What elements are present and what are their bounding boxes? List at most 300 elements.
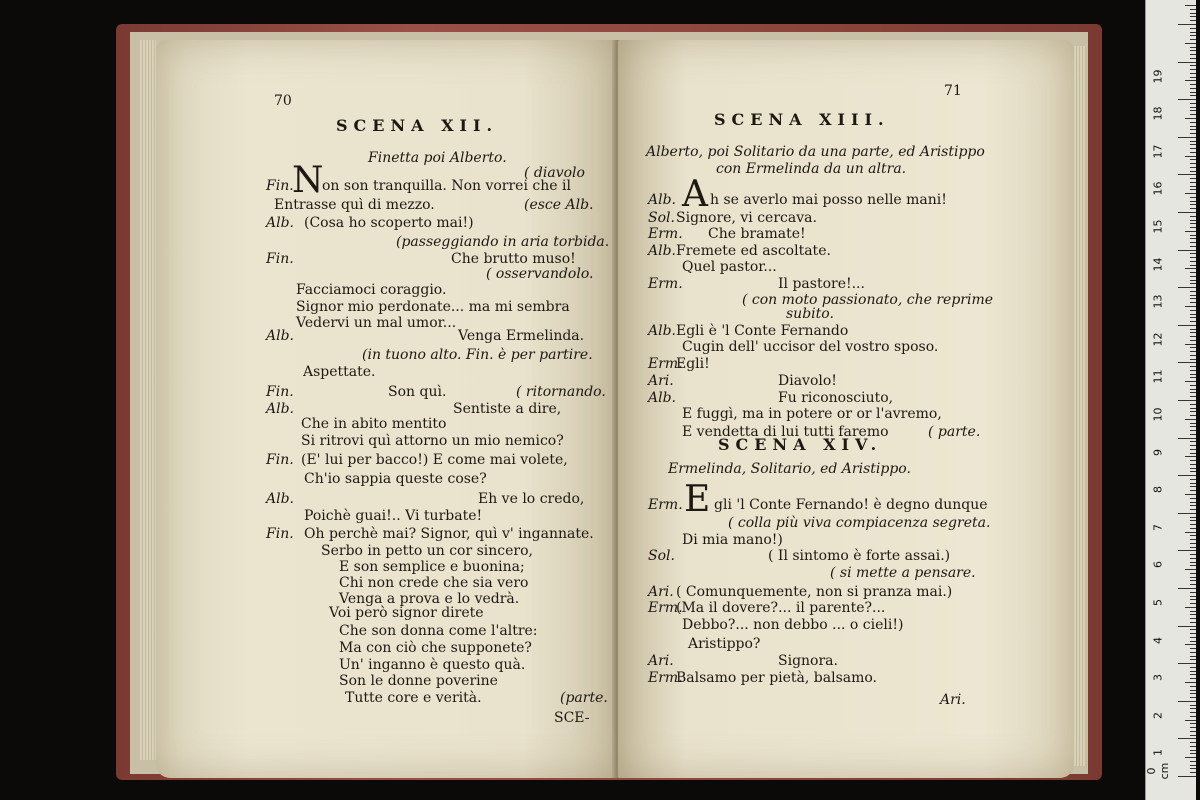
ruler-tick	[1178, 701, 1196, 702]
ruler-tick	[1185, 231, 1196, 232]
ruler-tick	[1190, 535, 1196, 536]
dialogue-line: Signora.	[778, 653, 838, 669]
ruler-tick	[1190, 648, 1196, 649]
dialogue-line: E fuggì, ma in potere or or l'avremo,	[682, 406, 942, 422]
dialogue-line: Sentiste a dire,	[453, 401, 562, 417]
dialogue-line: Poichè guai!.. Vi turbate!	[304, 508, 483, 524]
dialogue-line: Cugin dell' uccisor del vostro sposo.	[682, 339, 939, 355]
stage-note: ( parte.	[928, 424, 981, 440]
ruler-tick	[1190, 618, 1196, 619]
dialogue-line: Voi però signor direte	[329, 605, 484, 621]
ruler-tick	[1190, 167, 1196, 168]
dialogue-line: Signore, vi cercava.	[676, 210, 817, 226]
ruler-tick	[1190, 144, 1196, 145]
ruler-tick	[1190, 483, 1196, 484]
ruler-number: 19	[1151, 69, 1165, 84]
ruler-tick	[1190, 32, 1196, 33]
ruler-tick	[1190, 520, 1196, 521]
ruler-tick	[1190, 159, 1196, 160]
ruler-tick	[1190, 449, 1196, 450]
ruler-tick	[1185, 381, 1196, 382]
ruler-number: 9	[1151, 448, 1165, 456]
ruler-tick	[1190, 629, 1196, 630]
ruler-tick	[1190, 396, 1196, 397]
ruler-tick	[1185, 644, 1196, 645]
stage-note: SCE-	[554, 710, 590, 726]
ruler-tick	[1178, 626, 1196, 627]
stage-direction: Alberto, poi Solitario da una parte, ed Aristippo	[646, 144, 985, 160]
ruler-tick	[1190, 133, 1196, 134]
ruler-tick	[1190, 573, 1196, 574]
ruler-tick	[1190, 84, 1196, 85]
ruler-tick	[1190, 539, 1196, 540]
ruler-tick	[1190, 426, 1196, 427]
speaker-label: Erm.	[648, 276, 683, 292]
ruler-tick	[1190, 453, 1196, 454]
dialogue-line: ( Comunquemente, non si pranza mai.)	[676, 584, 953, 600]
dialogue-line: Fu riconosciuto,	[778, 390, 894, 406]
ruler-tick	[1190, 554, 1196, 555]
ruler-tick	[1190, 671, 1196, 672]
speaker-label: Ari.	[648, 584, 674, 600]
ruler-tick	[1190, 558, 1196, 559]
ruler-number: 5	[1151, 599, 1165, 606]
ruler-tick	[1178, 99, 1196, 100]
dialogue-line: Facciamoci coraggio.	[296, 282, 447, 298]
ruler-tick	[1190, 471, 1196, 472]
ruler-tick	[1178, 400, 1196, 401]
speaker-label: Fin.	[266, 526, 294, 542]
ruler-tick	[1190, 73, 1196, 74]
ruler-tick	[1190, 110, 1196, 111]
ruler-tick	[1190, 712, 1196, 713]
ruler-tick	[1178, 287, 1196, 288]
ruler-tick	[1178, 475, 1196, 476]
ruler-tick	[1190, 265, 1196, 266]
ruler-number: 0 cm	[1145, 762, 1171, 780]
ruler-tick	[1190, 659, 1196, 660]
ruler-tick	[1190, 505, 1196, 506]
dialogue-line: Quel pastor...	[682, 259, 777, 275]
ruler-tick	[1190, 652, 1196, 653]
ruler-tick	[1190, 235, 1196, 236]
ruler-tick	[1190, 765, 1196, 766]
speaker-label: Sol.	[648, 210, 675, 226]
ruler-tick	[1190, 430, 1196, 431]
speaker-label: Alb.	[648, 192, 676, 208]
stage-note: ( osservandolo.	[486, 266, 594, 282]
ruler-tick	[1190, 126, 1196, 127]
ruler-tick	[1190, 667, 1196, 668]
dialogue-line: Che in abito mentito	[301, 416, 447, 432]
ruler-tick	[1185, 419, 1196, 420]
ruler-tick	[1190, 336, 1196, 337]
speaker-label: Ari.	[648, 373, 674, 389]
ruler-tick	[1190, 592, 1196, 593]
dialogue-line: Il pastore!...	[778, 276, 865, 292]
dialogue-line: ( si mette a pensare.	[830, 565, 976, 581]
ruler-tick	[1190, 163, 1196, 164]
ruler-tick	[1190, 708, 1196, 709]
dialogue-line: Aristippo?	[688, 636, 761, 652]
ruler-tick	[1190, 716, 1196, 717]
ruler-tick	[1190, 329, 1196, 330]
ruler-tick	[1190, 9, 1196, 10]
stage-note: (parte.	[560, 690, 608, 706]
ruler-tick	[1178, 212, 1196, 213]
ruler-tick	[1190, 415, 1196, 416]
ruler-tick	[1190, 441, 1196, 442]
ruler-tick	[1190, 201, 1196, 202]
ruler-tick	[1190, 253, 1196, 254]
ruler-number: 12	[1151, 332, 1165, 347]
ruler-tick	[1190, 633, 1196, 634]
ruler-tick	[1185, 682, 1196, 683]
dialogue-line: Serbo in petto un cor sincero,	[321, 543, 534, 559]
ruler-tick	[1190, 498, 1196, 499]
ruler-tick	[1190, 13, 1196, 14]
stage-note: (esce Alb.	[524, 197, 594, 213]
ruler-tick	[1190, 479, 1196, 480]
ruler-tick	[1190, 148, 1196, 149]
ruler-tick	[1190, 599, 1196, 600]
ruler-tick	[1190, 103, 1196, 104]
ruler-tick	[1190, 182, 1196, 183]
ruler-tick	[1190, 280, 1196, 281]
ruler-tick	[1178, 738, 1196, 739]
ruler-number: 7	[1151, 523, 1165, 531]
dialogue-line: Chi non crede che sia vero	[339, 575, 529, 591]
ruler-tick	[1190, 742, 1196, 743]
ruler-tick	[1185, 607, 1196, 608]
dialogue-line: subito.	[786, 306, 834, 322]
ruler-tick	[1190, 641, 1196, 642]
ruler-tick	[1190, 761, 1196, 762]
ruler-tick	[1190, 95, 1196, 96]
dialogue-line: on son tranquilla. Non vorrei che il	[322, 178, 571, 194]
ruler-number: 2	[1151, 711, 1165, 719]
ruler-tick	[1190, 295, 1196, 296]
ruler-tick	[1190, 565, 1196, 566]
ruler-tick	[1190, 16, 1196, 17]
ruler-tick	[1190, 460, 1196, 461]
right-page	[618, 40, 1074, 778]
ruler-tick	[1190, 261, 1196, 262]
ruler-tick	[1178, 250, 1196, 251]
ruler-tick	[1190, 39, 1196, 40]
dialogue-line: Entrasse quì di mezzo.	[274, 197, 435, 213]
ruler-tick	[1190, 223, 1196, 224]
ruler-tick	[1185, 569, 1196, 570]
ruler-tick	[1190, 28, 1196, 29]
dialogue-line: Egli è 'l Conte Fernando	[676, 323, 849, 339]
speaker-label: Alb.	[648, 390, 676, 406]
dialogue-line: Son le donne poverine	[339, 673, 498, 689]
stage-direction: con Ermelinda da un altra.	[716, 161, 907, 177]
dialogue-line: ( Il sintomo è forte assai.)	[768, 548, 951, 564]
speaker-label: Alb.	[648, 323, 676, 339]
ruler-tick	[1190, 65, 1196, 66]
scene-title: SCENA XIV.	[718, 435, 883, 454]
stage-note: (passeggiando in aria torbida.	[396, 234, 610, 250]
measuring-ruler	[1145, 0, 1196, 800]
speaker-label: Alb.	[266, 491, 294, 507]
stage-direction: Ermelinda, Solitario, ed Aristippo.	[668, 461, 911, 477]
ruler-tick	[1190, 404, 1196, 405]
dialogue-line: h se averlo mai posso nelle mani!	[710, 192, 947, 208]
dialogue-line: E vendetta di lui tutti faremo	[682, 424, 889, 440]
dialogue-line: Fremete ed ascoltate.	[676, 243, 831, 259]
scene-title: SCENA XIII.	[714, 110, 890, 129]
dialogue-line: Di mia mano!)	[682, 532, 783, 548]
ruler-tick	[1190, 246, 1196, 247]
ruler-tick	[1190, 283, 1196, 284]
ruler-tick	[1190, 332, 1196, 333]
stage-note: ( diavolo	[524, 165, 585, 181]
ruler-tick	[1190, 178, 1196, 179]
ruler-tick	[1178, 62, 1196, 63]
ruler-tick	[1190, 464, 1196, 465]
ruler-tick	[1185, 118, 1196, 119]
dialogue-line: (E' lui per bacco!) E come mai volete,	[301, 452, 568, 468]
ruler-tick	[1190, 216, 1196, 217]
page-number: 71	[944, 83, 962, 99]
ruler-tick	[1190, 141, 1196, 142]
ruler-tick	[1190, 257, 1196, 258]
ruler-tick	[1190, 92, 1196, 93]
dialogue-line: Che brutto muso!	[451, 251, 576, 267]
ruler-tick	[1190, 697, 1196, 698]
ruler-tick	[1190, 596, 1196, 597]
ruler-tick	[1190, 768, 1196, 769]
ruler-tick	[1190, 302, 1196, 303]
dialogue-line: gli 'l Conte Fernando! è degno dunque	[714, 497, 988, 513]
ruler-tick	[1190, 197, 1196, 198]
ruler-tick	[1178, 663, 1196, 664]
ruler-tick	[1185, 532, 1196, 533]
ruler-tick	[1190, 340, 1196, 341]
ruler-tick	[1190, 524, 1196, 525]
ruler-tick	[1178, 362, 1196, 363]
ruler-number: 16	[1151, 181, 1165, 196]
speaker-label: Alb.	[266, 215, 294, 231]
dialogue-line: Ma con ciò che supponete?	[339, 640, 532, 656]
speaker-label: Alb.	[648, 243, 676, 259]
ruler-tick	[1190, 434, 1196, 435]
ruler-tick	[1190, 374, 1196, 375]
ruler-tick	[1190, 674, 1196, 675]
ruler-tick	[1190, 562, 1196, 563]
ruler-tick	[1190, 69, 1196, 70]
dialogue-line: (Ma il dovere?... il parente?...	[676, 600, 886, 616]
ruler-tick	[1178, 24, 1196, 25]
ruler-tick	[1190, 20, 1196, 21]
ruler-tick	[1190, 528, 1196, 529]
ruler-tick	[1178, 438, 1196, 439]
speaker-label: Alb.	[266, 401, 294, 417]
dialogue-line: Tutte core e verità.	[345, 690, 482, 706]
ruler-tick	[1190, 690, 1196, 691]
ruler-tick	[1190, 423, 1196, 424]
speaker-label: Erm.	[648, 226, 683, 242]
stage-note: ( ritornando.	[516, 384, 606, 400]
ruler-tick	[1185, 456, 1196, 457]
ruler-tick	[1190, 735, 1196, 736]
dialogue-line: Si ritrovi quì attorno un mio nemico?	[301, 433, 564, 449]
ruler-number: 6	[1151, 561, 1165, 569]
ruler-tick	[1190, 77, 1196, 78]
ruler-tick	[1190, 276, 1196, 277]
ruler-number: 8	[1151, 486, 1165, 494]
ruler-tick	[1190, 298, 1196, 299]
ruler-tick	[1190, 208, 1196, 209]
ruler-tick	[1190, 509, 1196, 510]
ruler-tick	[1190, 385, 1196, 386]
ruler-tick	[1178, 174, 1196, 175]
ruler-tick	[1178, 325, 1196, 326]
ruler-tick	[1190, 772, 1196, 773]
dialogue-line: E son semplice e buonina;	[339, 559, 525, 575]
ruler-tick	[1190, 129, 1196, 130]
ruler-tick	[1190, 686, 1196, 687]
ruler-tick	[1190, 359, 1196, 360]
ruler-tick	[1178, 588, 1196, 589]
ruler-tick	[1190, 486, 1196, 487]
ruler-tick	[1190, 408, 1196, 409]
ruler-number: 10	[1151, 407, 1165, 422]
ruler-tick	[1190, 746, 1196, 747]
ruler-tick	[1190, 347, 1196, 348]
ruler-tick	[1190, 317, 1196, 318]
ruler-tick	[1190, 186, 1196, 187]
ruler-tick	[1190, 723, 1196, 724]
speaker-label: Fin.	[266, 452, 294, 468]
ruler-tick	[1190, 731, 1196, 732]
page-edges-right	[1074, 46, 1086, 766]
ruler-tick	[1190, 445, 1196, 446]
speaker-label: Erm.	[648, 600, 683, 616]
ruler-number: 4	[1151, 636, 1165, 644]
speaker-label: Fin.	[266, 251, 294, 267]
scene-title: SCENA XII.	[336, 116, 499, 135]
ruler-tick	[1190, 622, 1196, 623]
ruler-tick	[1185, 80, 1196, 81]
ruler-tick	[1190, 543, 1196, 544]
ruler-tick	[1178, 776, 1196, 777]
ruler-tick	[1190, 122, 1196, 123]
speaker-label: Alb.	[266, 328, 294, 344]
ruler-tick	[1190, 227, 1196, 228]
ruler-tick	[1190, 584, 1196, 585]
ruler-tick	[1190, 727, 1196, 728]
left-page	[156, 40, 616, 778]
ruler-tick	[1185, 720, 1196, 721]
ruler-tick	[1190, 272, 1196, 273]
dialogue-line: (Cosa ho scoperto mai!)	[304, 215, 474, 231]
ruler-tick	[1190, 189, 1196, 190]
ruler-number: 17	[1151, 144, 1165, 159]
ruler-tick	[1190, 411, 1196, 412]
dialogue-line: Venga a prova e lo vedrà.	[339, 591, 520, 607]
ruler-tick	[1190, 220, 1196, 221]
dialogue-line: Ch'io sappia queste cose?	[304, 471, 487, 487]
ruler-tick	[1190, 204, 1196, 205]
speaker-label: Erm.	[648, 670, 683, 686]
speaker-label: Fin.	[266, 384, 294, 400]
dialogue-line: (in tuono alto. Fin. è per partire.	[362, 347, 593, 363]
ruler-tick	[1190, 577, 1196, 578]
ruler-tick	[1190, 238, 1196, 239]
dialogue-line: Debbo?... non debbo ... o cieli!)	[682, 617, 904, 633]
dialogue-line: Son quì.	[388, 384, 447, 400]
dialogue-line: Eh ve lo credo,	[478, 491, 585, 507]
ruler-tick	[1185, 193, 1196, 194]
ruler-tick	[1190, 351, 1196, 352]
ruler-tick	[1190, 152, 1196, 153]
ruler-tick	[1190, 370, 1196, 371]
speaker-label: Ari.	[648, 653, 674, 669]
ruler-tick	[1190, 468, 1196, 469]
ruler-tick	[1190, 389, 1196, 390]
ruler-tick	[1178, 513, 1196, 514]
ruler-tick	[1190, 753, 1196, 754]
page-number: 70	[274, 93, 292, 109]
dialogue-line: Signor mio perdonate... ma mi sembra	[296, 299, 570, 315]
dialogue-line: Che bramate!	[708, 226, 806, 242]
ruler-tick	[1185, 268, 1196, 269]
ruler-tick	[1190, 377, 1196, 378]
stage-direction: Finetta poi Alberto.	[368, 150, 507, 166]
ruler-tick	[1185, 757, 1196, 758]
ruler-tick	[1190, 611, 1196, 612]
dialogue-line: Egli!	[676, 356, 710, 372]
catchword: Ari.	[940, 692, 966, 708]
ruler-tick	[1190, 656, 1196, 657]
dialogue-line: Diavolo!	[778, 373, 837, 389]
ruler-tick	[1190, 750, 1196, 751]
ruler-tick	[1190, 242, 1196, 243]
speaker-label: Sol.	[648, 548, 675, 564]
ruler-tick	[1190, 88, 1196, 89]
dialogue-line: ( colla più viva compiacenza segreta.	[728, 515, 991, 531]
ruler-number: 1	[1151, 749, 1165, 757]
ruler-tick	[1185, 344, 1196, 345]
ruler-tick	[1190, 693, 1196, 694]
ruler-tick	[1190, 310, 1196, 311]
ruler-tick	[1185, 306, 1196, 307]
ruler-tick	[1190, 366, 1196, 367]
ruler-tick	[1185, 494, 1196, 495]
ruler-number: 14	[1151, 257, 1165, 272]
ruler-tick	[1190, 355, 1196, 356]
page-edges-left	[140, 40, 156, 760]
ruler-number: 15	[1151, 219, 1165, 234]
ruler-tick	[1190, 50, 1196, 51]
speaker-label: Fin.	[266, 178, 294, 194]
ruler-tick	[1190, 502, 1196, 503]
ruler-tick	[1190, 547, 1196, 548]
ruler-tick	[1190, 614, 1196, 615]
dialogue-line: Venga Ermelinda.	[458, 328, 585, 344]
ruler-tick	[1190, 171, 1196, 172]
ruler-tick	[1178, 550, 1196, 551]
ruler-tick	[1185, 5, 1196, 6]
ruler-number: 13	[1151, 294, 1165, 309]
ruler-tick	[1185, 43, 1196, 44]
ruler-tick	[1190, 603, 1196, 604]
ruler-number: 18	[1151, 106, 1165, 121]
ruler-tick	[1190, 54, 1196, 55]
